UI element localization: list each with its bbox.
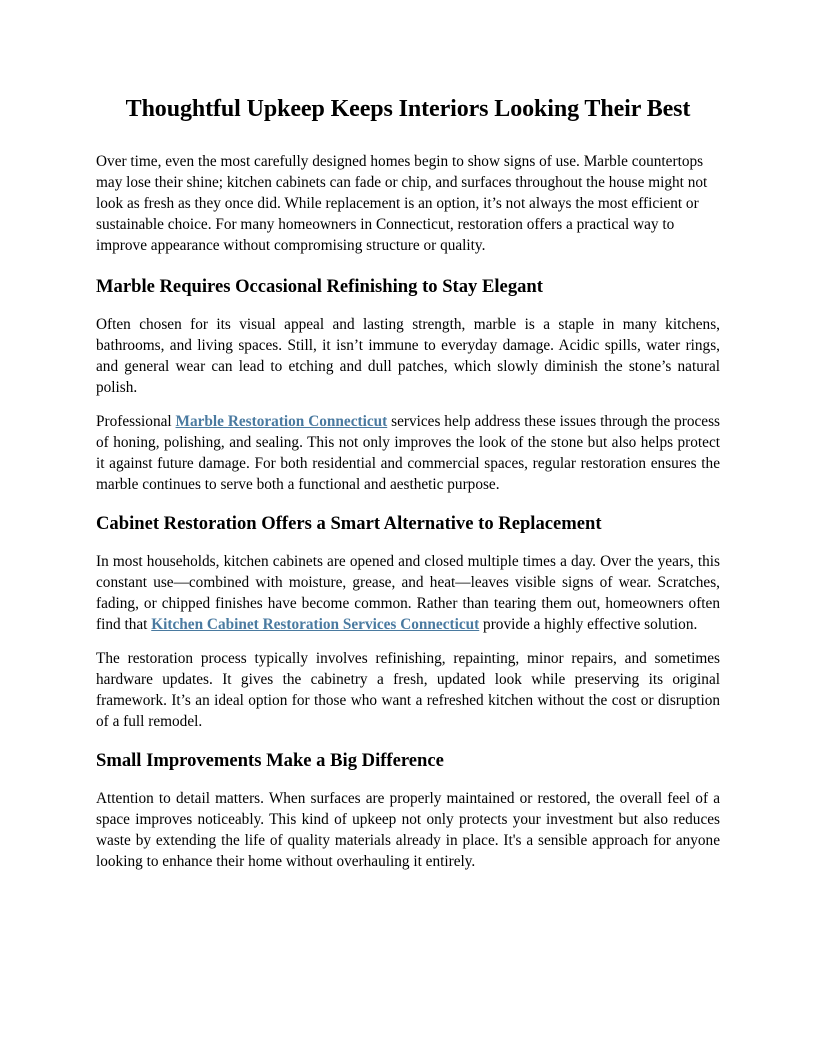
cabinet-paragraph-2: The restoration process typically involves refinishing, repainting, minor repairs, and sometimes hardware updates. It gives the cabinetry a fresh, updated look while preserving its original framework. It’s an ideal option for those who want a refreshed kitchen without the cost or disruption of a full remodel. bbox=[96, 650, 720, 730]
marble-paragraph-2-lead: Professional bbox=[96, 413, 176, 430]
section-heading-cabinet: Cabinet Restoration Offers a Smart Alternative to Replacement bbox=[96, 513, 602, 534]
section-cabinet bbox=[96, 511, 720, 732]
section-marble bbox=[96, 274, 720, 495]
cabinet-paragraph-1 bbox=[96, 551, 720, 635]
section-small-improvements bbox=[96, 748, 720, 872]
marble-paragraph-1: Often chosen for its visual appeal and lasting strength, marble is a staple in many kitchens, bathrooms, and living spaces. Still, it isn’t immune to everyday damage. Acidic spills, water rings, and general wear can lead to etching and dull patches, which slowly diminish the stone’s natural polish. bbox=[96, 316, 720, 396]
marble-paragraph-2-rest: services help address these issues through the process of honing, polishing, and sealing. This not only improves the look of the stone but also helps protect it against future damage. For both residential and commercial spaces, regular restoration ensures the marble continues to serve both a functional and aesthetic purpose. bbox=[96, 413, 721, 493]
cabinet-paragraph-1-lead: In most households, kitchen cabinets are opened and closed multiple times a day. Over the years, this constant use—combined with moisture, grease, and heat—leaves visible signs of wear. Scratches, fading, or chipped finishes have become common. Rather than tearing them out, homeowners often find that bbox=[96, 553, 720, 633]
marble-paragraph-2 bbox=[96, 411, 720, 495]
page-title: Thoughtful Upkeep Keeps Interiors Looking Their Best bbox=[125, 96, 691, 122]
small-improvements-paragraph: Attention to detail matters. When surfaces are properly maintained or restored, the overall feel of a space improves noticeably. This kind of upkeep not only protects your investment but also reduces waste by extending the life of quality materials already in place. It's a sensible approach for anyone looking to enhance their home without overhauling it entirely. bbox=[96, 790, 720, 870]
section-heading-marble: Marble Requires Occasional Refinishing to Stay Elegant bbox=[96, 276, 543, 297]
cabinet-restoration-link[interactable]: Kitchen Cabinet Restoration Services Connecticut bbox=[151, 616, 480, 633]
document-page bbox=[96, 92, 720, 885]
cabinet-paragraph-1-rest: provide a highly effective solution. bbox=[479, 616, 698, 633]
intro-paragraph: Over time, even the most carefully designed homes begin to show signs of use. Marble countertops may lose their shine; kitchen cabinets can fade or chip, and surfaces throughout the house might not look as fresh as they once did. While replacement is an option, it’s not always the most efficient or sustainable choice. For many homeowners in Connecticut, restoration offers a practical way to improve appearance without compromising structure or quality. bbox=[96, 153, 708, 254]
section-heading-small-improvements: Small Improvements Make a Big Difference bbox=[96, 750, 444, 771]
marble-restoration-link[interactable]: Marble Restoration Connecticut bbox=[175, 413, 388, 430]
